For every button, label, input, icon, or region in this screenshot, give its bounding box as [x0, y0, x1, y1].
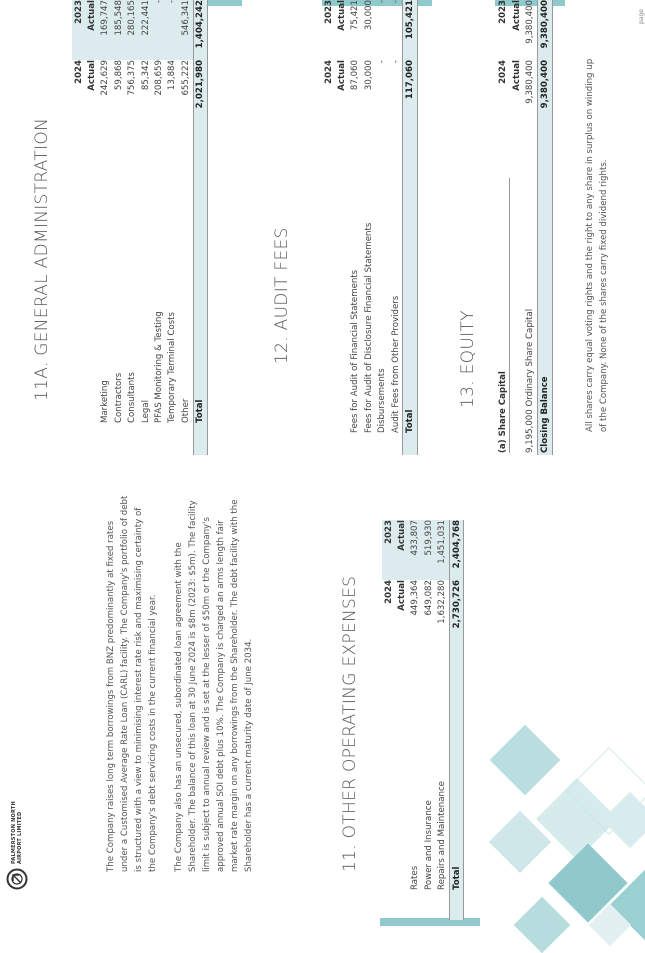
table-row: Disbursements - -	[377, 0, 388, 433]
logo-mark-icon	[6, 868, 28, 890]
total-row: Closing Balance 9,380,400 9,380,400	[538, 0, 552, 455]
section-11a-table	[72, 0, 208, 455]
table-row: Other 655,222 546,341	[179, 0, 193, 455]
table-row: 9,195,000 Ordinary Share Capital 9,380,400 9,380,400	[525, 0, 536, 453]
table-row: Repairs and Maintenance 1,632,280 1,451,031	[436, 520, 450, 920]
s11a-sub-2023: Actual	[85, 0, 98, 60]
share-capital-label: (a) Share Capital	[496, 178, 510, 453]
intro-text	[104, 494, 256, 872]
equity-note: All shares carry equal voting rights and the right to any share in surplus on winding up of the Company. None of the shares carry fixed dividend rights.	[585, 58, 609, 432]
s13-sub-2023: Actual	[511, 0, 522, 31]
logo	[6, 800, 34, 890]
table-row: Audit Fees from Other Providers - -	[390, 0, 401, 433]
section-11-title: 11. OTHER OPERATING EXPENSES	[340, 575, 360, 872]
s11-sub-2024: Actual	[397, 580, 408, 611]
table-row: Rates 449,364 433,807	[410, 520, 421, 890]
s11-sub-2023: Actual	[395, 520, 408, 580]
s12-year-2023: 2023	[323, 0, 334, 24]
s11-year-2023: 2023	[382, 520, 395, 580]
section-13-table	[496, 0, 553, 455]
total-row: Total 2,021,980 1,404,242	[193, 0, 207, 455]
table-row: Temporary Terminal Costs 13,884 -	[167, 0, 178, 423]
s13-sub-2024: Actual	[511, 60, 522, 91]
section-13-title: 13. EQUITY	[458, 310, 478, 408]
s12-sub-2023: Actual	[337, 0, 348, 31]
table-row: Legal 85,342 222,441	[140, 0, 151, 423]
s13-year-2024: 2024	[497, 60, 508, 84]
s11a-year-2023: 2023	[72, 0, 85, 60]
table-row: Fees for Audit of Financial Statements 87,060 75,421	[350, 0, 361, 433]
intro-paragraph-1: The Company raises long term borrowings from BNZ predominantly at fixed rates under a Customised Average Rate Loan (CARL) facility. The Company's portfolio of debt is structured with a view to minimising interest rate risk and maximising certainty of the Company's debt servicing costs in the current financial year.	[106, 495, 158, 872]
s13-year-2023: 2023	[497, 0, 508, 24]
table-row: Marketing 242,629 169,747	[100, 0, 111, 423]
s12-sub-2024: Actual	[337, 60, 348, 91]
table-row: PFAS Monitoring & Testing 208,659 -	[154, 0, 165, 423]
section-11-table	[382, 520, 464, 920]
table-row: Fees for Audit of Disclosure Financial Statements 30,000 30,000	[363, 0, 374, 433]
s11-year-2024: 2024	[383, 580, 394, 604]
s12-year-2024: 2024	[323, 60, 334, 84]
table-row: Contractors 59,868 185,548	[113, 0, 124, 423]
table-row: Power and Insurance 649,082 519,930	[423, 520, 434, 890]
total-row: Total 117,060 105,421	[403, 0, 417, 455]
section-11a-title: 11A. GENERAL ADMINISTRATION	[32, 117, 52, 401]
page-marker: page	[638, 9, 645, 24]
s11a-year-2024: 2024	[73, 60, 84, 84]
s11a-sub-2024: Actual	[87, 60, 98, 91]
total-row: Total 2,730,726 2,404,768	[449, 520, 463, 920]
section-12-title: 12. AUDIT FEES	[272, 227, 292, 364]
logo-line-1: PALMERSTON NORTH	[10, 801, 17, 864]
table-row: Consultants 756,375 280,165	[127, 0, 138, 423]
section-12-table	[322, 0, 418, 455]
logo-line-2: AIRPORT LIMITED	[17, 811, 23, 864]
intro-paragraph-2: The Company also has an unsecured, subordinated loan agreement with the Shareholder. The balance of this loan at 30 June 2024 is $8m (2023: $5m). The facility limit is subject to annual review and is set at the lesser of $50m or the Company's approved annual SOI debt plus 10%. The Company is charged an arms length fair market rate margin on any borrowings from the Shareholder. The debt facility with the Shareholder has a current maturity date of June 2034.	[174, 499, 254, 872]
